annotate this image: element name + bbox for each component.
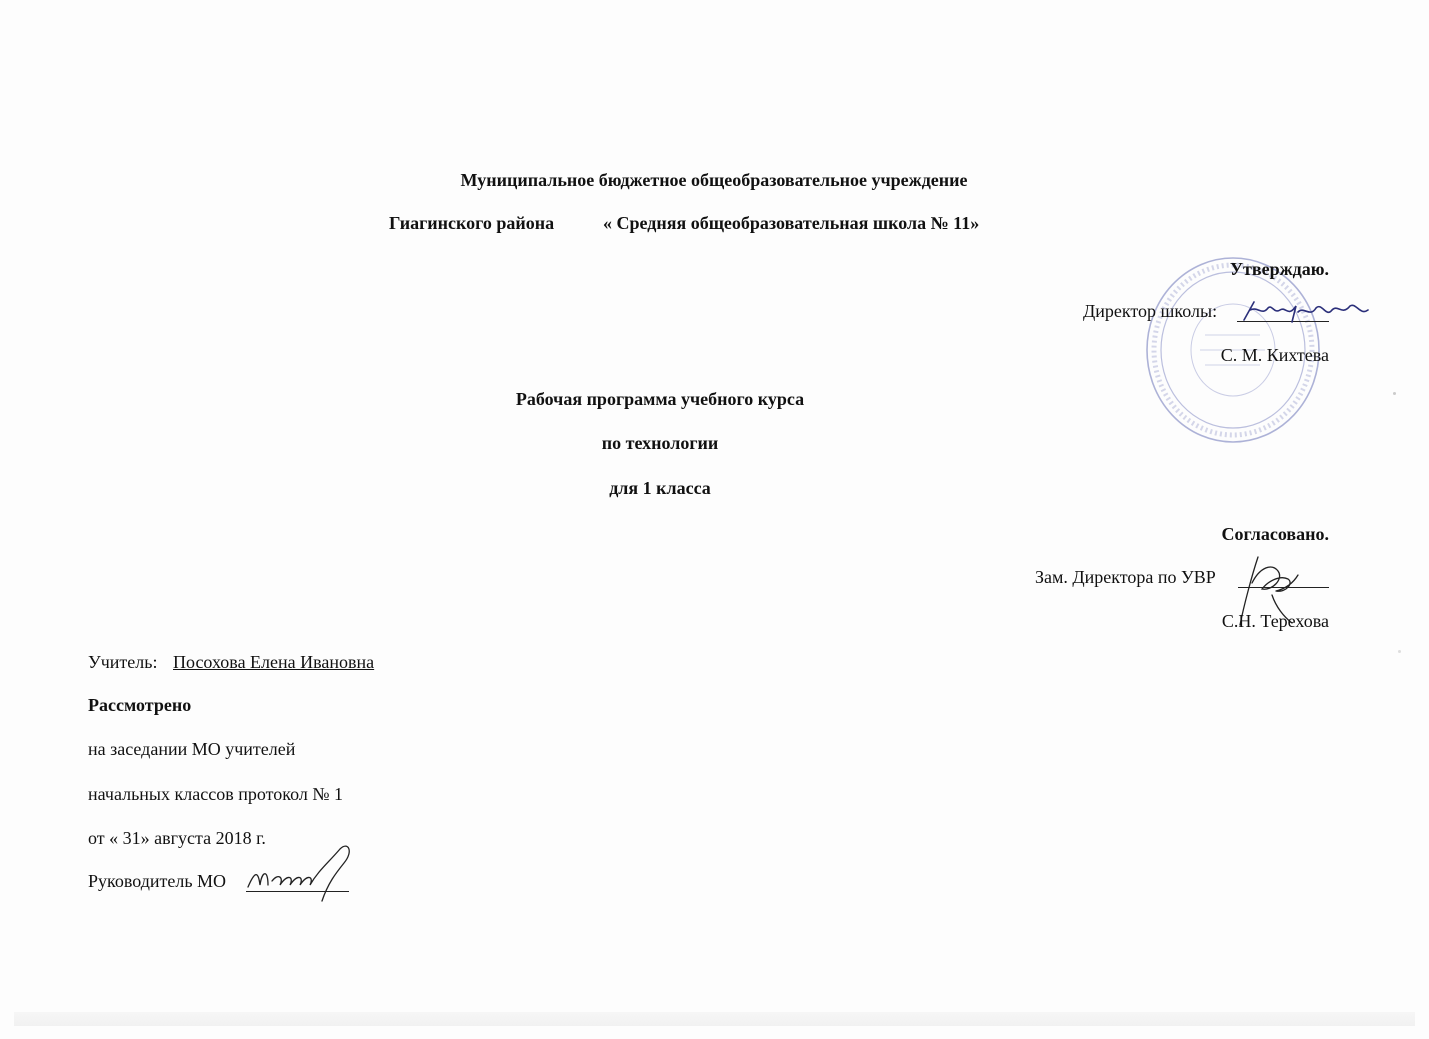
- director-label: Директор школы:: [1083, 301, 1218, 321]
- review-line-1: на заседании МО учителей: [88, 739, 296, 759]
- scan-speck: [1393, 392, 1396, 395]
- review-title: Рассмотрено: [88, 695, 192, 715]
- agreement-title: Согласовано.: [1221, 524, 1329, 544]
- mo-head-signature: [244, 843, 364, 905]
- school-name: « Средняя общеобразовательная школа № 11»: [603, 213, 980, 233]
- scan-speck: [1398, 650, 1401, 653]
- scan-bottom-edge: [14, 1012, 1415, 1026]
- review-line-3: от « 31» августа 2018 г.: [88, 828, 266, 848]
- review-line-2: начальных классов протокол № 1: [88, 784, 343, 804]
- deputy-label: Зам. Директора по УВР: [1035, 567, 1216, 587]
- institution-line-1: Муниципальное бюджетное общеобразовательное учреждение: [460, 170, 968, 190]
- approval-title: Утверждаю.: [1229, 259, 1329, 279]
- teacher-label: Учитель:: [88, 652, 158, 672]
- program-title-line-2: по технологии: [601, 433, 719, 453]
- district-name: Гиагинского района: [389, 213, 555, 233]
- program-title-line-3: для 1 класса: [609, 478, 711, 498]
- teacher-name: Посохова Елена Ивановна: [173, 652, 375, 672]
- deputy-name: С.Н. Терехова: [1221, 611, 1329, 631]
- program-title-line-1: Рабочая программа учебного курса: [515, 389, 805, 409]
- director-name: С. М. Кихтева: [1220, 345, 1329, 365]
- mo-head-label: Руководитель МО: [88, 871, 227, 891]
- director-signature: [1240, 296, 1375, 328]
